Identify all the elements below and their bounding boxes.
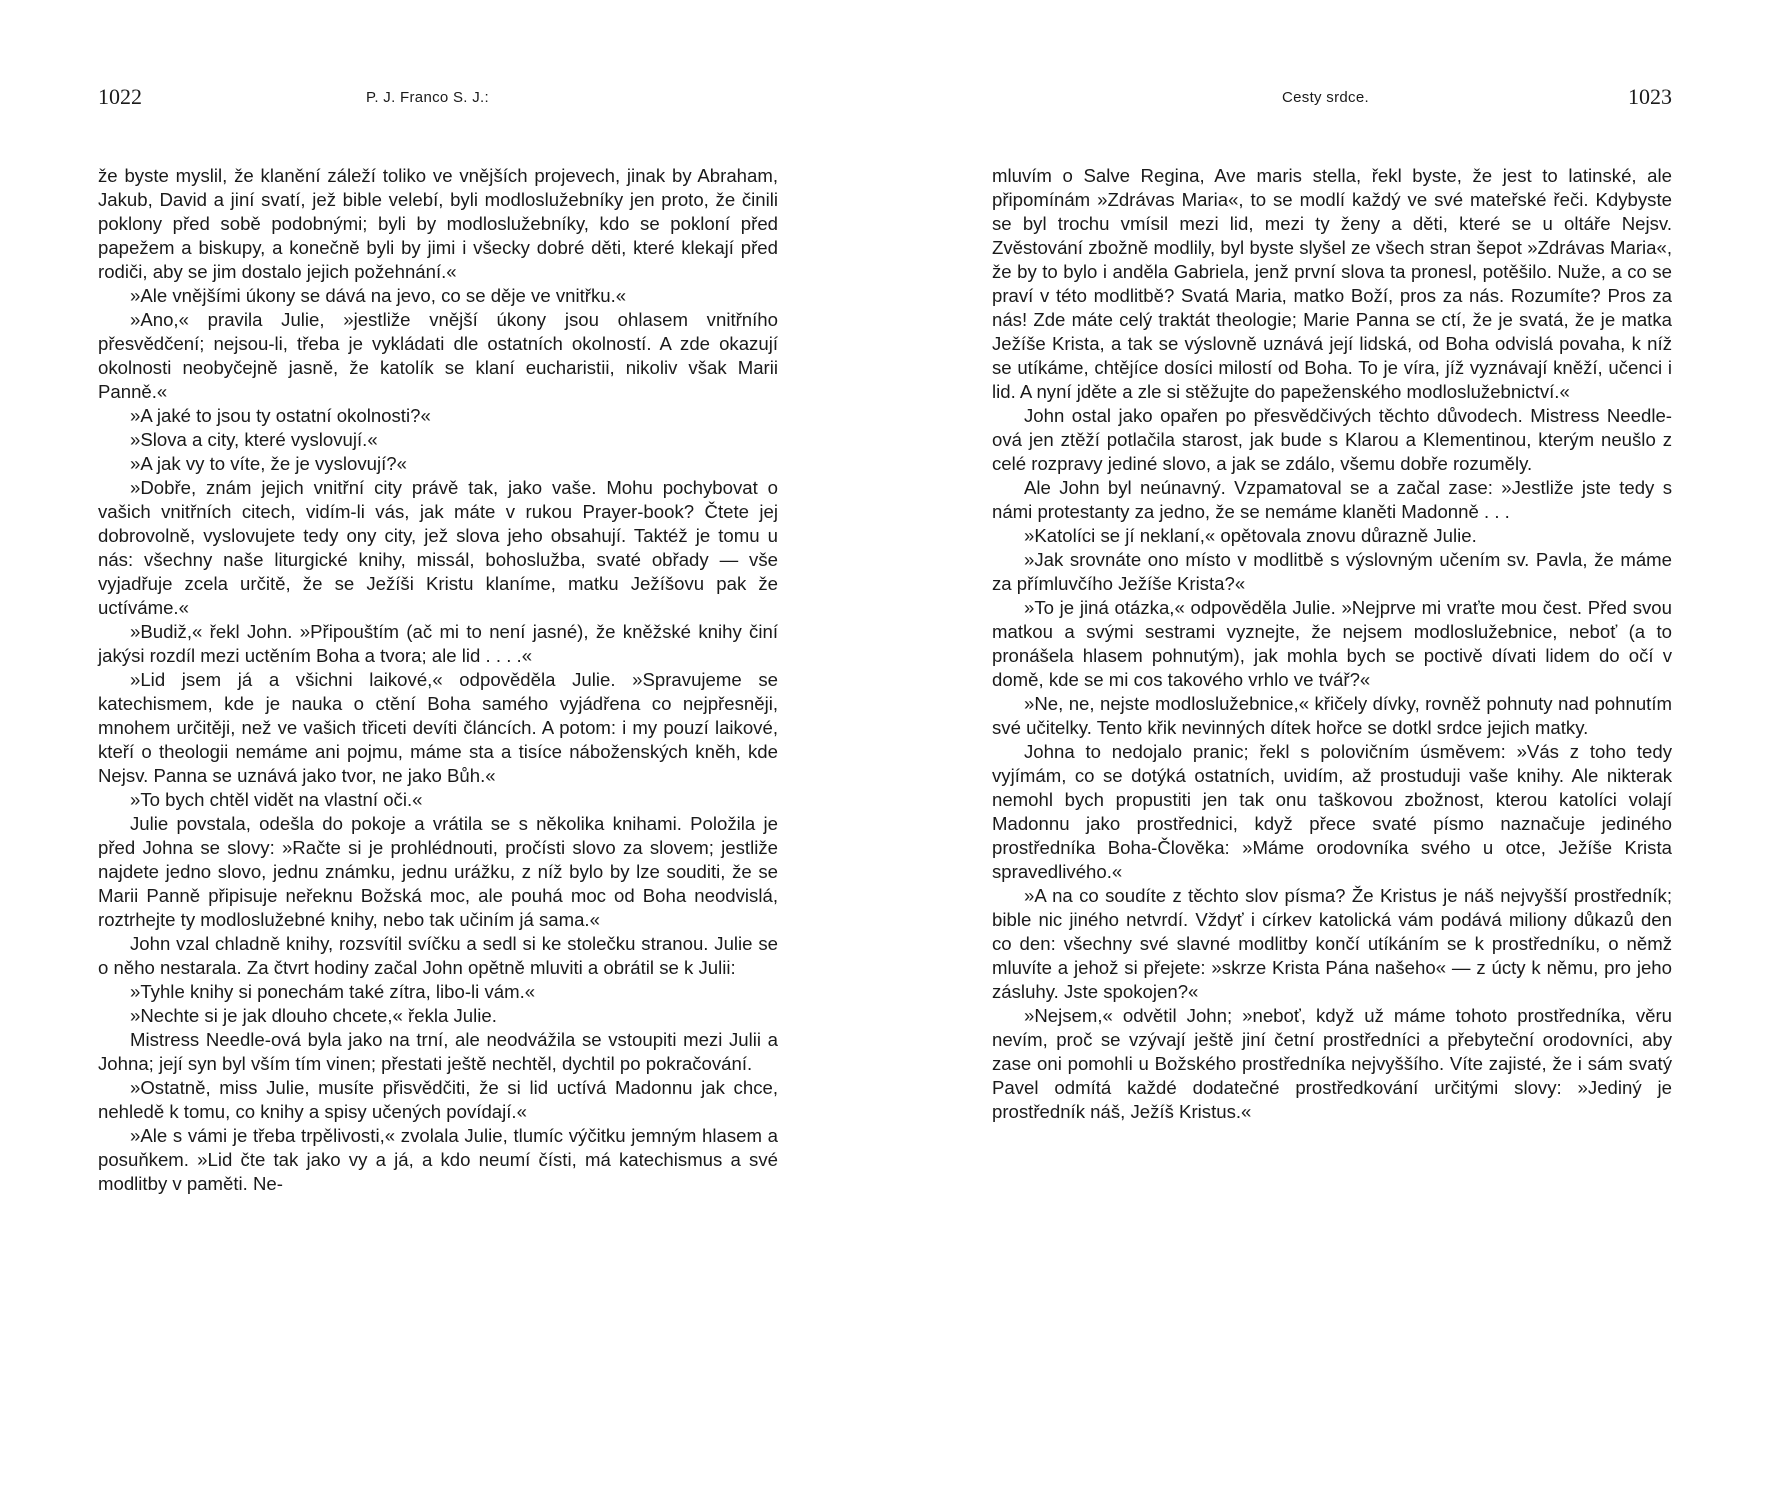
left-page (98, 0, 778, 1196)
paragraph: »Ne, ne, nejste modloslužebnice,« křičely dívky, rovněž pohnuty nad pohnutím své učitelky. Tento křik nevinných dítek hořce se dotkl srdce jejich matky. (992, 693, 1672, 738)
paragraph: Julie povstala, odešla do pokoje a vrátila se s několika knihami. Položila je před Johna se slovy: »Račte si je prohlédnouti, pročísti slovo za slovem; jestliže najdete jedno slovo, jednu známku, jednu urážku, z níž bylo by lze souditi, že se Marii Panně připisuje neřeknu Božská moc, ale pouhá moc od Boha neodvislá, roztrhejte ty modloslužebné knihy, nebo tak učiním já sama.« (98, 813, 778, 930)
right-page-header (992, 84, 1672, 124)
left-page-number: 1022 (98, 84, 142, 109)
paragraph: »To bych chtěl vidět na vlastní oči.« (130, 789, 423, 810)
right-page-number: 1023 (1628, 84, 1672, 109)
paragraph: »Nechte si je jak dlouho chcete,« řekla Julie. (130, 1005, 497, 1026)
left-running-head: P. J. Franco S. J.: (366, 89, 489, 106)
paragraph: »Ano,« pravila Julie, »jestliže vnější úkony jsou ohlasem vnitřního přesvědčení; nejsou-li, třeba je vykládati dle ostatních okolností. A zde okazují okolnosti neobyčejně jasně, že katolík se klaní eucharistii, nikoliv však Marii Panně.« (98, 309, 778, 402)
paragraph: Johna to nedojalo pranic; řekl s polovičním úsměvem: »Vás z toho tedy vyjímám, co se dotýká ostatních, uvidím, až prostuduji vaše knihy. Ale nikterak nemohl bych propustiti jen tak onu taškovou zbožnost, kterou katolíci volají Madonnu jako prostřednici, když přece svaté písmo naznačuje jediného prostředníka Boha-Člověka: »Máme orodovníka svého u otce, Ježíše Krista spravedlivého.« (992, 741, 1672, 882)
paragraph: Ale John byl neúnavný. Vzpamatoval se a začal zase: »Jestliže jste tedy s námi protestanty za jedno, že se nemáme klaněti Madonně . . . (992, 477, 1672, 522)
paragraph: »To je jiná otázka,« odpověděla Julie. »Nejprve mi vraťte mou čest. Před svou matkou a svými sestrami vyznejte, že nejsem modloslužebnice, neboť (a to pronášela hlasem pohnutým), jak mohla bych se poctivě dívati lidem do očí v domě, kde se mi cos takového vrhlo ve tvář?« (992, 597, 1672, 690)
left-page-header (98, 84, 778, 124)
paragraph: že byste myslil, že klanění záleží toliko ve vnějších projevech, jinak by Abraham, Jakub, David a jiní svatí, jež bible velebí, byli modloslužebníky jen proto, že činili poklony před sobě podobnými; byli by modloslužebníky, kdo se pokloní před papežem a biskupy, a konečně byli by jimi i všecky dobré děti, které klekají před rodiči, aby se jim dostalo jejich požehnání.« (98, 165, 778, 282)
paragraph: »A na co soudíte z těchto slov písma? Že Kristus je náš nejvyšší prostředník; bible nic jiného netvrdí. Vždyť i církev katolická vám podává miliony důkazů den co den: všechny své slavné modlitby končí utíkáním se k prostředníku, o němž mluvíte a jehož si přejete: »skrze Krista Pána našeho« — z úcty k němu, pro jeho zásluhy. Jste spokojen?« (992, 885, 1672, 1002)
right-running-head: Cesty srdce. (1282, 89, 1369, 106)
paragraph: »Slova a city, které vyslovují.« (130, 429, 378, 450)
paragraph: »Ale s vámi je třeba trpělivosti,« zvolala Julie, tlumíc výčitku jemným hlasem a posuňkem. »Lid čte tak jako vy a já, a kdo neumí čísti, má katechismus a své modlitby v paměti. Ne- (98, 1125, 778, 1194)
paragraph: »A jaké to jsou ty ostatní okolnosti?« (130, 405, 431, 426)
left-page-text (98, 164, 778, 1196)
paragraph: »Nejsem,« odvětil John; »neboť, když už máme tohoto prostředníka, věru nevím, proč se vzývají ještě jiní četní prostředníci a přebyteční orodovníci, aby zase oni pomohli u Božského prostředníka nejvyššího. Víte zajisté, že i sám svatý Pavel odmítá každé dodatečné prostředkování určitými slovy: »Jediný je prostředník náš, Ježíš Kristus.« (992, 1005, 1672, 1122)
paragraph: »Budiž,« řekl John. »Připouštím (ač mi to není jasné), že kněžské knihy činí jakýsi rozdíl mezi uctěním Boha a tvora; ale lid . . . .« (98, 621, 778, 666)
right-page-text (992, 164, 1672, 1124)
paragraph: »Ale vnějšími úkony se dává na jevo, co se děje ve vnitřku.« (130, 285, 627, 306)
paragraph: »Jak srovnáte ono místo v modlitbě s výslovným učením sv. Pavla, že máme za přímluvčího Ježíše Krista?« (992, 549, 1672, 594)
paragraph: »Dobře, znám jejich vnitřní city právě tak, jako vaše. Mohu pochybovat o vašich vnitřních citech, vidím-li vás, jak máte v rukou Prayer-book? Čtete jej dobrovolně, vyslovujete tedy ony city, jež slova jeho obsahují. Taktéž je tomu u nás: všechny naše liturgické knihy, missál, bohoslužba, svaté obřady — vše vyjadřuje zcela určitě, že se Ježíši Kristu klaníme, matku Ježíšovu pak že uctíváme.« (98, 477, 778, 618)
paragraph: John ostal jako opařen po přesvědčivých těchto důvodech. Mistress Needle-ová jen ztěží potlačila starost, jak bude s Klarou a Klementinou, kterým neušlo z celé rozpravy jediné slovo, a jak se zdálo, všemu dobře rozuměly. (992, 405, 1672, 474)
paragraph: Mistress Needle-ová byla jako na trní, ale neodvážila se vstoupiti mezi Julii a Johna; její syn byl vším tím vinen; přestati ještě nechtěl, dychtil po pokračování. (98, 1029, 778, 1074)
paragraph: mluvím o Salve Regina, Ave maris stella, řekl byste, že jest to latinské, ale připomínám »Zdrávas Maria«, to se modlí každý ve své mateřské řeči. Kdybyste se byl trochu vmísil mezi lid, mezi ty ženy a děti, které se u oltáře Nejsv. Zvěstování zbožně modlily, byl byste slyšel ze všech stran šepot »Zdrávas Maria«, že by to bylo i anděla Gabriela, jenž první slova ta pronesl, potěšilo. Nuže, a co se praví v této modlitbě? Svatá Maria, matko Boží, pros za nás. Rozumíte? Pros za nás! Zde máte celý traktát theologie; Marie Panna se ctí, že je svatá, že je matka Ježíše Krista, a tak se výslovně uznává její lidská, od Boha odvislá povaha, k níž se utíkáme, chtějíce dosíci milostí od Boha. To je víra, jíž vyznávají kněží, učenci i lid. A nyní jděte a zle si stěžujte do papeženského modloslužebnictví.« (992, 165, 1672, 402)
right-page (992, 0, 1672, 1124)
paragraph: »Lid jsem já a všichni laikové,« odpověděla Julie. »Spravujeme se katechismem, kde je nauka o ctění Boha samého vyjádřena co nejpřesněji, mnohem určitěji, než ve vašich třiceti devíti článcích. A potom: i my pouzí laikové, kteří o theologii nemáme ani pojmu, máme sta a tisíce náboženských kněh, kde Nejsv. Panna se uznává jako tvor, ne jako Bůh.« (98, 669, 778, 786)
paragraph: »A jak vy to víte, že je vyslovují?« (130, 453, 407, 474)
paragraph: »Ostatně, miss Julie, musíte přisvědčiti, že si lid uctívá Madonnu jak chce, nehledě k tomu, co knihy a spisy učených povídají.« (98, 1077, 778, 1122)
paragraph: John vzal chladně knihy, rozsvítil svíčku a sedl si ke stolečku stranou. Julie se o něho nestarala. Za čtvrt hodiny začal John opětně mluviti a obrátil se k Julii: (98, 933, 778, 978)
paragraph: »Katolíci se jí neklaní,« opětovala znovu důrazně Julie. (1024, 525, 1477, 546)
paragraph: »Tyhle knihy si ponechám také zítra, libo-li vám.« (130, 981, 536, 1002)
